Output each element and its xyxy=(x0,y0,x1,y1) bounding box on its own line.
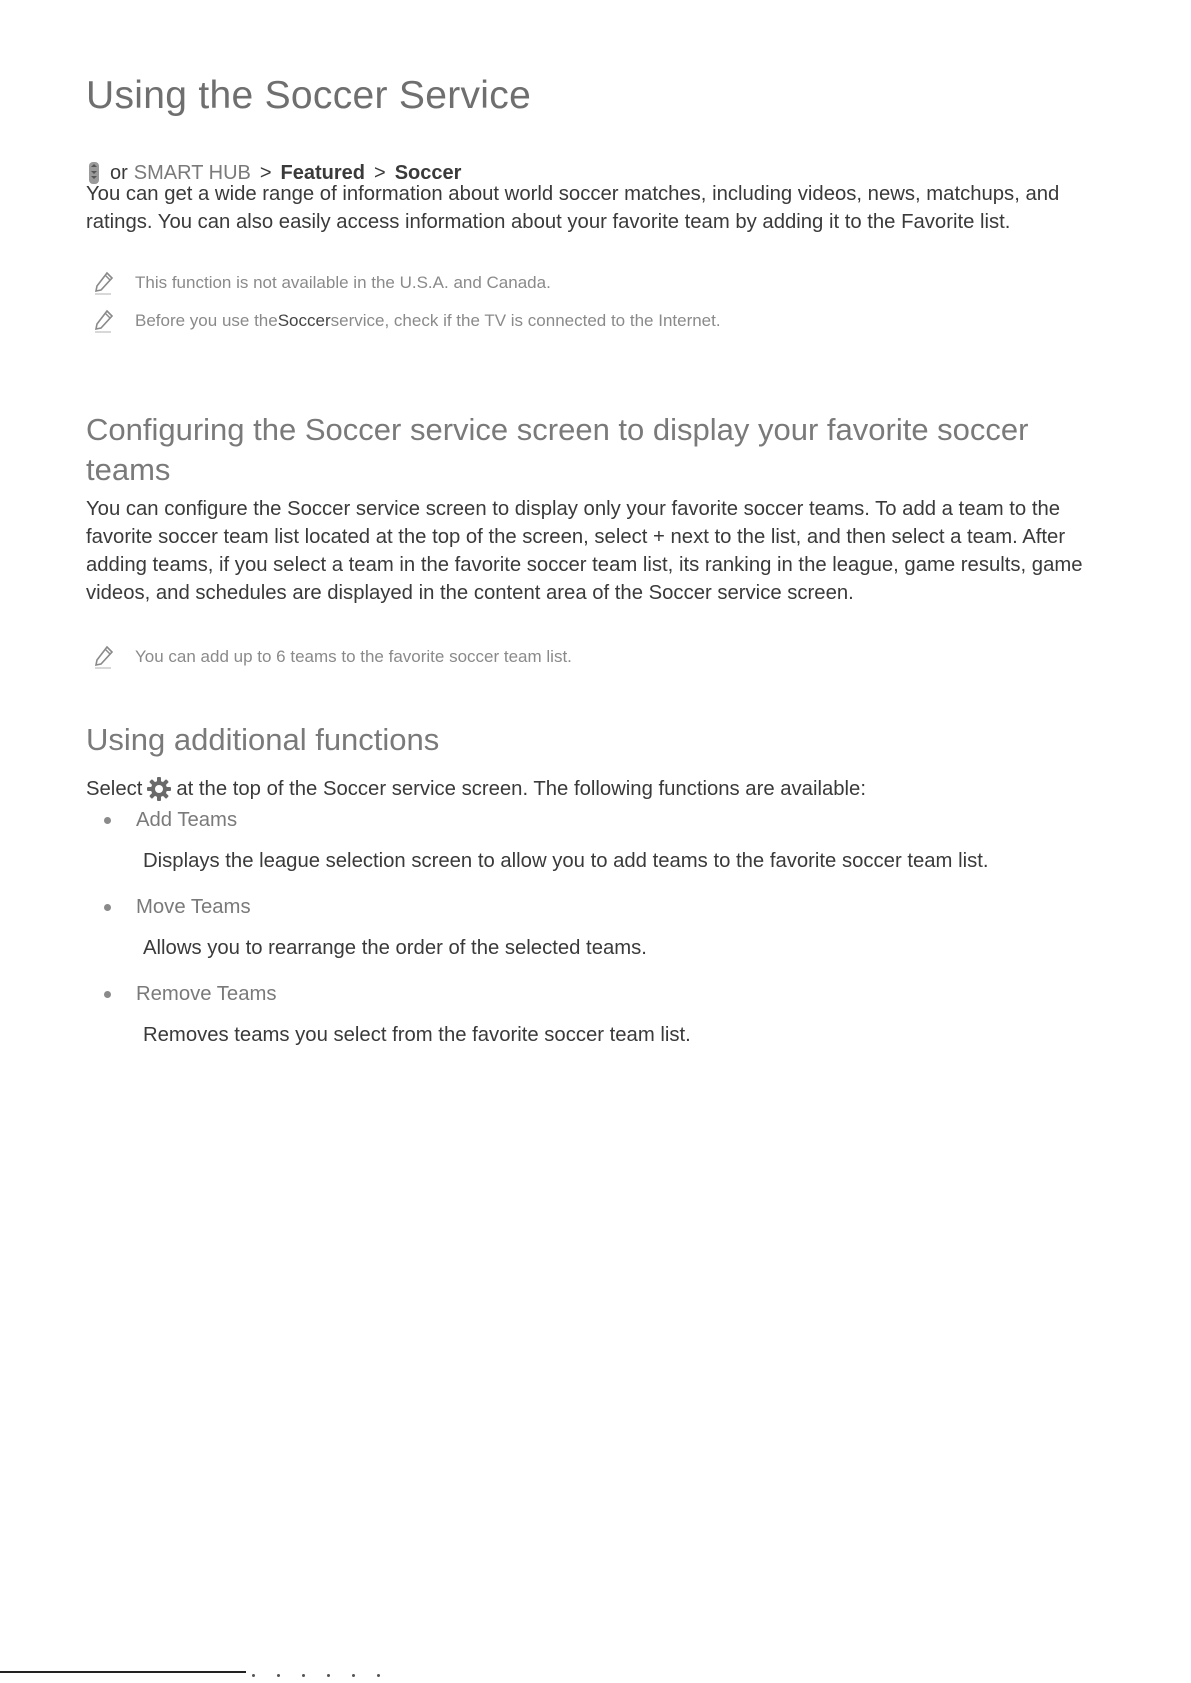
bullet-icon xyxy=(104,991,111,998)
smart-hub-label: SMART HUB xyxy=(133,161,251,184)
breadcrumb-featured: Featured xyxy=(280,161,366,184)
function-item-add-teams xyxy=(104,809,1104,873)
note-team-limit xyxy=(93,645,572,669)
function-name: Move Teams xyxy=(136,896,251,918)
configure-paragraph: You can configure the Soccer service screen to display only your favorite soccer teams. To add a team to the favorite soccer team list located at the top of the screen, select + next to the list, and then select a team. After adding teams, if you select a team in the favorite soccer team list, its ranking in the league, game results, game videos, and schedules are displayed in the content area of the Soccer service screen. xyxy=(86,498,1083,604)
pencil-note-icon xyxy=(93,271,115,295)
select-text: Select xyxy=(86,777,143,800)
pencil-note-icon xyxy=(93,309,115,333)
footer-marks xyxy=(252,1674,380,1677)
or-text: or xyxy=(110,161,128,184)
page-title: Using the Soccer Service xyxy=(86,74,532,117)
note-text-soccer: Soccer xyxy=(277,311,331,330)
function-description: Removes teams you select from the favorite soccer team list. xyxy=(143,1024,691,1046)
breadcrumb-soccer: Soccer xyxy=(394,161,462,184)
bullet-icon xyxy=(104,904,111,911)
footer-rule xyxy=(0,1671,246,1673)
chevron-right-icon: > xyxy=(259,161,272,184)
note-internet xyxy=(93,309,721,333)
function-item-move-teams xyxy=(104,896,1104,960)
function-name: Add Teams xyxy=(136,809,238,831)
gear-icon xyxy=(146,776,172,802)
function-item-remove-teams xyxy=(104,983,1104,1047)
intro-paragraph: You can get a wide range of information about world soccer matches, including videos, news, matchups, and ratings. You can also easily access information about your favorite team by adding it to the Favorite list. xyxy=(86,183,1060,233)
function-description: Displays the league selection screen to allow you to add teams to the favorite soccer team list. xyxy=(143,850,989,872)
section-heading-configure: Configuring the Soccer service screen to display your favorite soccer teams xyxy=(86,412,1029,487)
note-text-before: Before you use the xyxy=(135,311,278,330)
note-text: This function is not available in the U.S.A. and Canada. xyxy=(135,273,551,292)
note-text: You can add up to 6 teams to the favorite soccer team list. xyxy=(135,647,572,666)
function-name: Remove Teams xyxy=(136,983,277,1005)
chevron-right-icon: > xyxy=(374,161,386,184)
note-text-after: service, check if the TV is connected to the Internet. xyxy=(330,311,721,330)
pencil-note-icon xyxy=(93,645,115,669)
bullet-icon xyxy=(104,817,111,824)
note-availability xyxy=(93,271,551,295)
select-instruction xyxy=(86,776,866,802)
section-heading-additional: Using additional functions xyxy=(86,722,440,757)
function-description: Allows you to rearrange the order of the selected teams. xyxy=(143,937,647,959)
select-text-rest: at the top of the Soccer service screen. The following functions are available: xyxy=(176,777,866,800)
